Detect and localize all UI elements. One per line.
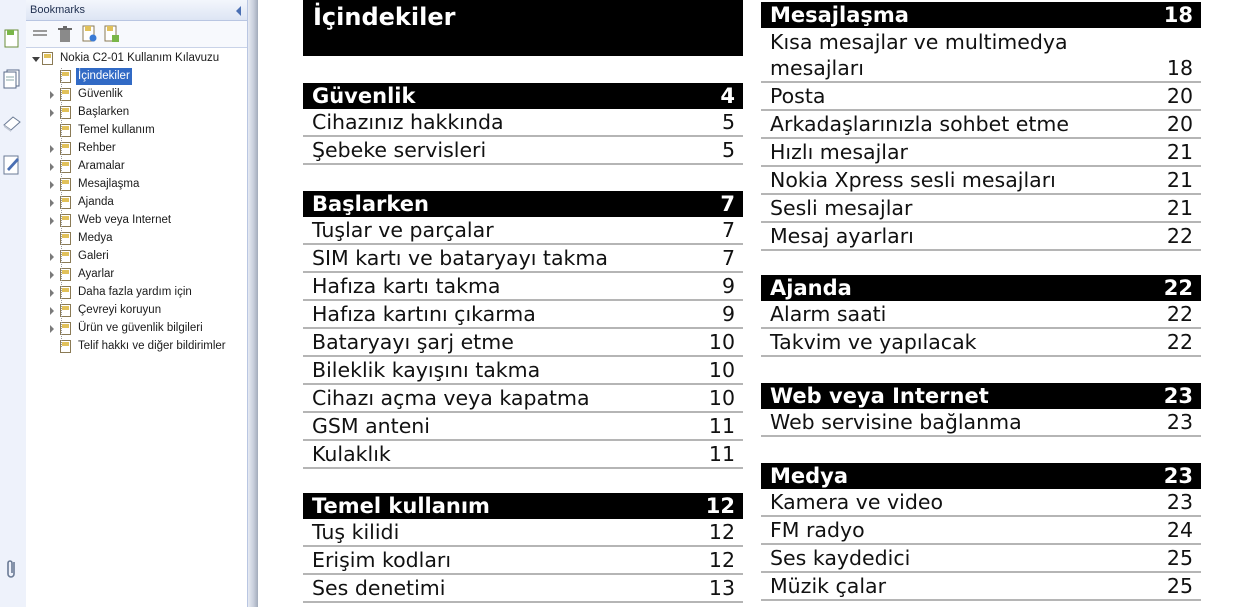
toc-entry-title: Alarm saati <box>770 302 887 326</box>
toc-entry[interactable] <box>761 301 1201 329</box>
toc-entry-page: 11 <box>708 442 735 466</box>
toc-heading-bar <box>303 0 743 56</box>
toc-entry-page: 10 <box>708 330 735 354</box>
toc-entry-title: Hafıza kartını çıkarma <box>312 302 536 326</box>
bookmark-label: Aramalar <box>78 160 125 172</box>
toc-entry-title: Sesli mesajlar <box>770 196 913 220</box>
bookmarks-panel-icon[interactable] <box>0 26 24 52</box>
bookmark-label: Ayarlar <box>78 268 115 280</box>
bookmark-label: Rehber <box>78 142 116 154</box>
expand-arrow-icon[interactable] <box>50 325 54 333</box>
toc-entry[interactable] <box>761 517 1201 545</box>
bookmarks-panel-title: Bookmarks <box>30 4 86 16</box>
toc-entry-title: Kulaklık <box>312 442 391 466</box>
toc-entry-title: Şebeke servisleri <box>312 138 487 162</box>
bookmark-label: Güvenlik <box>78 88 123 100</box>
tree-guide-line <box>61 68 62 348</box>
toc-section-header[interactable] <box>303 83 743 109</box>
expand-arrow-icon[interactable] <box>50 109 54 117</box>
toc-entry[interactable] <box>761 409 1201 437</box>
toc-section-page: 23 <box>1163 384 1193 408</box>
toc-entry[interactable] <box>303 441 743 469</box>
bookmarks-panel <box>26 0 247 607</box>
toc-entry[interactable] <box>303 217 743 245</box>
toc-entry-title: GSM anteni <box>312 414 430 438</box>
toc-entry-title: Ses denetimi <box>312 576 446 600</box>
toc-entry-page: 5 <box>721 138 735 162</box>
toc-section-page: 23 <box>1163 464 1193 488</box>
toc-entry[interactable] <box>761 573 1201 601</box>
toc-entry[interactable] <box>303 329 743 357</box>
bookmark-label: Ajanda <box>78 196 114 208</box>
toc-entry-title: Nokia Xpress sesli mesajları <box>770 168 1056 192</box>
toc-entry-page: 21 <box>1166 168 1193 192</box>
toc-entry-title: Tuş kilidi <box>312 520 400 544</box>
toc-section-header[interactable] <box>303 191 743 217</box>
toc-entry-title: Erişim kodları <box>312 548 452 572</box>
toc-entry-page: 10 <box>708 386 735 410</box>
toc-entry-page: 21 <box>1166 196 1193 220</box>
toc-section-title: Mesajlaşma <box>770 3 909 27</box>
toc-entry-title: Müzik çalar <box>770 574 887 598</box>
expand-arrow-icon[interactable] <box>50 145 54 153</box>
toc-entry-title: Posta <box>770 84 826 108</box>
bookmark-label: İçindekiler <box>76 68 132 85</box>
bookmarks-panel-header <box>26 0 247 21</box>
bookmark-label: Nokia C2-01 Kullanım Kılavuzu <box>60 52 220 64</box>
toc-entry-title: Arkadaşlarınızla sohbet etme <box>770 112 1070 136</box>
toc-entry-page: 25 <box>1166 574 1193 598</box>
toc-section-page: 22 <box>1163 276 1193 300</box>
toc-entry-title: Tuşlar ve parçalar <box>312 218 494 242</box>
toc-entry-page: 7 <box>721 218 735 242</box>
toc-section-title: Medya <box>770 464 849 488</box>
toc-section-header[interactable] <box>761 383 1201 409</box>
expand-arrow-icon[interactable] <box>50 271 54 279</box>
bookmark-label: Çevreyi koruyun <box>78 304 162 316</box>
bookmarks-toolbar <box>26 21 247 48</box>
toc-entry-page: 25 <box>1166 546 1193 570</box>
toc-entry[interactable] <box>303 301 743 329</box>
toc-entry-page: 20 <box>1166 84 1193 108</box>
expand-arrow-icon[interactable] <box>50 289 54 297</box>
toc-entry-title: Bataryayı şarj etme <box>312 330 514 354</box>
toc-entry-title: Kısa mesajlar ve multimedya mesajları <box>770 30 1068 80</box>
toc-entry[interactable] <box>761 489 1201 517</box>
expand-arrow-icon[interactable] <box>50 307 54 315</box>
toc-section-title: Web veya Internet <box>770 384 989 408</box>
bookmark-label: Medya <box>78 232 113 244</box>
toc-entry-page: 22 <box>1166 330 1193 354</box>
toc-section-page: 4 <box>720 84 735 108</box>
toc-entry[interactable] <box>761 545 1201 573</box>
expand-arrow-icon[interactable] <box>50 163 54 171</box>
collapse-panel-icon[interactable] <box>236 6 241 16</box>
toc-entry-page: 22 <box>1166 302 1193 326</box>
bookmark-label: Web veya Internet <box>78 214 172 226</box>
toc-entry[interactable] <box>761 195 1201 223</box>
bookmark-label: Başlarken <box>78 106 130 118</box>
bookmark-page-icon <box>42 52 53 65</box>
bookmark-label: Daha fazla yardım için <box>78 286 192 298</box>
toc-entry[interactable] <box>303 109 743 137</box>
toc-entry-page: 9 <box>721 274 735 298</box>
toc-section-page: 18 <box>1163 3 1193 27</box>
toc-entry-page: 5 <box>721 110 735 134</box>
toc-entry-page: 23 <box>1166 490 1193 514</box>
paperclip-icon[interactable] <box>0 556 24 582</box>
toc-entry[interactable] <box>303 547 743 575</box>
toc-entry[interactable] <box>303 273 743 301</box>
bookmark-label: Temel kullanım <box>78 124 155 136</box>
document-view <box>258 0 1242 607</box>
toc-section-header[interactable] <box>761 275 1201 301</box>
toc-section-header[interactable] <box>761 463 1201 489</box>
options-icon[interactable] <box>32 25 50 43</box>
toc-entry-title: FM radyo <box>770 518 865 542</box>
toc-entry-page: 21 <box>1166 140 1193 164</box>
expand-arrow-icon[interactable] <box>50 199 54 207</box>
toc-entry[interactable] <box>303 357 743 385</box>
toc-section-title: Temel kullanım <box>312 494 490 518</box>
bookmark-label: Telif hakkı ve diğer bildirimler <box>78 340 226 352</box>
toc-entry-title: Kamera ve video <box>770 490 943 514</box>
navigation-strip <box>0 0 27 607</box>
expand-arrow-icon[interactable] <box>50 253 54 261</box>
toc-entry[interactable] <box>303 245 743 273</box>
toc-entry-page: 20 <box>1166 112 1193 136</box>
pages-icon[interactable] <box>0 66 24 92</box>
page-title: İçindekiler <box>313 3 456 31</box>
bookmark-label: Mesajlaşma <box>78 178 140 190</box>
toc-entry[interactable] <box>761 139 1201 167</box>
toc-entry-title: Mesaj ayarları <box>770 224 914 248</box>
toc-section-page: 7 <box>720 192 735 216</box>
toc-section-header[interactable] <box>303 493 743 519</box>
toc-entry[interactable] <box>761 329 1201 357</box>
toc-section-title: Güvenlik <box>312 84 416 108</box>
toc-entry-title: Takvim ve yapılacak <box>770 330 977 354</box>
toc-entry-title: Hızlı mesajlar <box>770 140 908 164</box>
toc-entry-page: 9 <box>721 302 735 326</box>
new-bookmark-icon[interactable] <box>80 25 98 43</box>
toc-entry-title: Hafıza kartı takma <box>312 274 501 298</box>
toc-entry[interactable] <box>303 385 743 413</box>
toc-entry[interactable] <box>761 28 1201 83</box>
toc-entry[interactable] <box>761 223 1201 251</box>
toc-entry-title: Ses kaydedici <box>770 546 911 570</box>
toc-entry-title: Bileklik kayışını takma <box>312 358 541 382</box>
collapse-arrow-icon[interactable] <box>32 57 40 62</box>
toc-section-header[interactable] <box>761 2 1201 28</box>
toc-entry-page: 23 <box>1166 410 1193 434</box>
toc-entry-title: Cihazı açma veya kapatma <box>312 386 590 410</box>
toc-entry-page: 24 <box>1166 518 1193 542</box>
expand-arrow-icon[interactable] <box>50 181 54 189</box>
toc-entry-page: 11 <box>708 414 735 438</box>
expand-arrow-icon[interactable] <box>50 91 54 99</box>
toc-entry[interactable] <box>761 83 1201 111</box>
toc-section-title: Başlarken <box>312 192 429 216</box>
toc-entry-page: 18 <box>1166 56 1193 80</box>
toc-entry-page: 10 <box>708 358 735 382</box>
toc-entry[interactable] <box>303 519 743 547</box>
toc-section-title: Ajanda <box>770 276 852 300</box>
toc-entry-title: SIM kartı ve bataryayı takma <box>312 246 608 270</box>
toc-entry-page: 7 <box>721 246 735 270</box>
toc-entry-title: Cihazınız hakkında <box>312 110 504 134</box>
toc-entry[interactable] <box>761 167 1201 195</box>
toc-entry-page: 12 <box>708 520 735 544</box>
bookmark-label: Galeri <box>78 250 109 262</box>
layers-icon[interactable] <box>0 110 24 136</box>
signatures-icon[interactable] <box>0 152 24 178</box>
toc-entry-title: Web servisine bağlanma <box>770 410 1022 434</box>
toc-section-page: 12 <box>705 494 735 518</box>
toc-entry[interactable] <box>303 413 743 441</box>
toc-entry-page: 13 <box>708 576 735 600</box>
toc-entry-page: 12 <box>708 548 735 572</box>
delete-icon[interactable] <box>56 25 74 43</box>
bookmark-label: Ürün ve güvenlik bilgileri <box>78 322 203 334</box>
toc-entry[interactable] <box>761 111 1201 139</box>
expand-arrow-icon[interactable] <box>50 217 54 225</box>
expand-bookmark-icon[interactable] <box>102 25 120 43</box>
toc-entry[interactable] <box>303 137 743 165</box>
toc-entry-page: 22 <box>1166 224 1193 248</box>
toc-entry[interactable] <box>303 575 743 603</box>
